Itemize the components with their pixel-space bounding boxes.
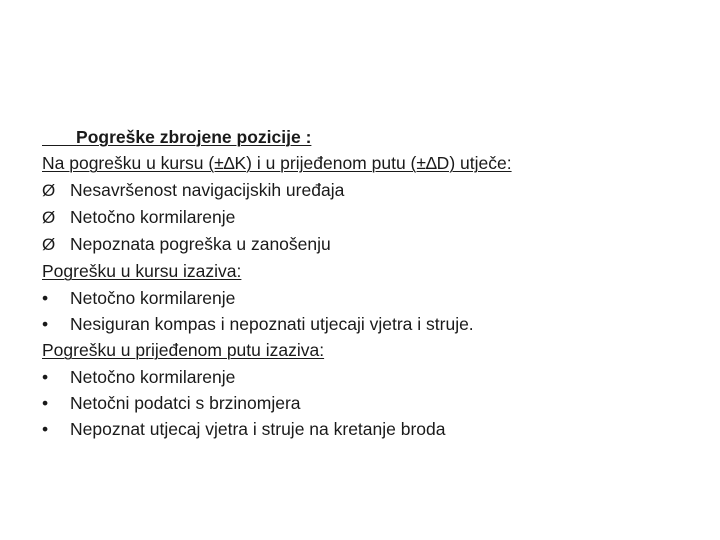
list-item: [42, 364, 682, 390]
list-item-text: Nesavršenost navigacijskih uređaja: [70, 179, 345, 200]
bullet-icon: •: [42, 314, 49, 335]
page-title-text: Pogreške zbrojene pozicije :: [76, 127, 312, 147]
list-item-text: Netočno kormilarenje: [70, 287, 236, 308]
bullet-icon: •: [42, 392, 49, 413]
arrow-bullet-icon: Ø: [42, 180, 56, 200]
intro-line: [42, 150, 682, 176]
list-item-text: Nepoznat utjecaj vjetra i struje na kretanje broda: [70, 419, 446, 440]
distance-heading-line: [42, 337, 682, 363]
list-item-text: Netočni podatci s brzinomjera: [70, 392, 301, 413]
arrow-bullet-icon: Ø: [42, 207, 56, 227]
bullet-icon: •: [42, 366, 49, 387]
title-line: [42, 124, 682, 150]
list-item: [42, 311, 682, 337]
list-item: [42, 285, 682, 311]
bullet-icon: •: [42, 419, 49, 440]
list-item: [42, 204, 682, 231]
course-heading: Pogrešku u kursu izaziva:: [42, 261, 242, 282]
list-item-text: Nesiguran kompas i nepoznati utjecaji vjetra i struje.: [70, 314, 474, 335]
list-item-text: Netočno kormilarenje: [70, 366, 236, 387]
bullet-icon: •: [42, 287, 49, 308]
page-title: ​ Pogreške zbrojene pozicije :: [42, 127, 312, 147]
list-item: [42, 416, 682, 442]
list-item-text: Netočno kormilarenje: [70, 206, 236, 227]
slide-content: [42, 124, 682, 443]
course-heading-line: [42, 258, 682, 284]
distance-heading: Pogrešku u prijeđenom putu izaziva:: [42, 340, 325, 361]
list-item: [42, 390, 682, 416]
list-item-text: Nepoznata pogreška u zanošenju: [70, 234, 331, 255]
arrow-bullet-icon: Ø: [42, 235, 56, 255]
intro-text: Na pogrešku u kursu (±∆K) i u prijeđenom putu (±∆D) utječe:: [42, 153, 512, 174]
list-item: [42, 177, 682, 204]
list-item: [42, 231, 682, 258]
